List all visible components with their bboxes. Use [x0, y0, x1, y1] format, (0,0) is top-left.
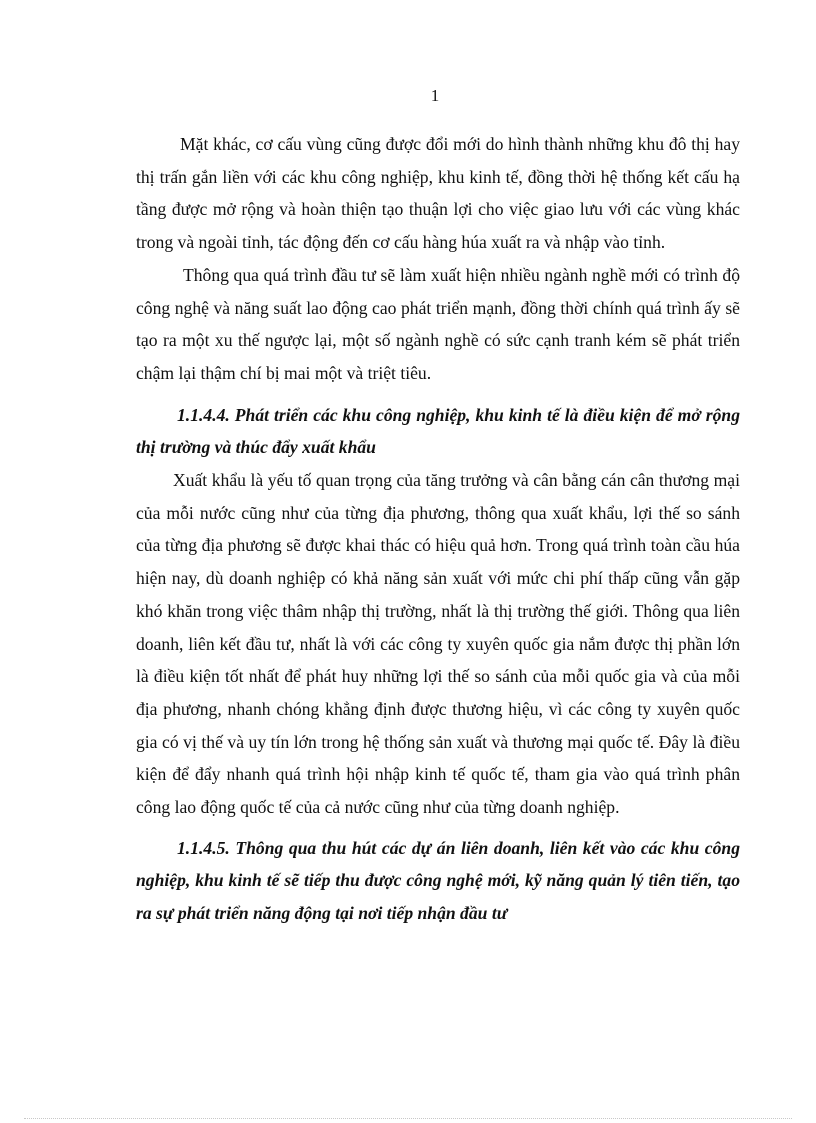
page-number: 1: [430, 86, 440, 105]
paragraph-regional-structure: Mặt khác, cơ cấu vùng cũng được đổi mới do hình thành những khu đô thị hay thị trấn gắn liền với các khu công nghiệp, khu kinh tế, đồng thời hệ thống kết cấu hạ tầng được mở rộng và hoàn thiện tạo thuận lợi cho việc giao lưu với các vùng khác trong và ngoài tỉnh, tác động đến cơ cấu hàng húa xuất ra và nhập vào tỉnh.: [136, 134, 740, 253]
page-bottom-divider: [24, 1118, 792, 1119]
section-heading-1-1-4-4: 1.1.4.4. Phát triển các khu công nghiệp, khu kinh tế là điều kiện để mở rộng thị trường và thúc đẩy xuất khẩu: [136, 404, 740, 458]
paragraph-export: Xuất khẩu là yếu tố quan trọng của tăng trưởng và cân bằng cán cân thương mại của mỗi nước cũng như của từng địa phương, thông qua xuất khẩu, lợi thế so sánh của từng địa phương sẽ được khai thác có hiệu quả hơn. Trong quá trình toàn cầu húa hiện nay, dù doanh nghiệp có khả năng sản xuất với mức chi phí thấp cũng vẫn gặp khó khăn trong việc thâm nhập thị trường, nhất là thị trường thế giới. Thông qua liên doanh, liên kết đầu tư, nhất là với các công ty xuyên quốc gia nắm được thị phần lớn là điều kiện tốt nhất để phát huy những lợi thế so sánh của mỗi quốc gia và của mỗi địa phương, nhanh chóng khẳng định được thương hiệu, vì các công ty xuyên quốc gia có vị thế và uy tín lớn trong hệ thống sản xuất và thương mại quốc tế. Đây là điều kiện để đẩy nhanh quá trình hội nhập kinh tế quốc tế, tham gia vào quá trình phân công lao động quốc tế của cả nước cũng như của từng doanh nghiệp.: [136, 470, 740, 818]
document-body: [136, 128, 740, 930]
paragraph-investment-process: Thông qua quá trình đầu tư sẽ làm xuất hiện nhiều ngành nghề mới có trình độ công nghệ và năng suất lao động cao phát triển mạnh, đồng thời chính quá trình ấy sẽ tạo ra một xu thế ngược lại, một số ngành nghề có sức cạnh tranh kém sẽ phát triển chậm lại thậm chí bị mai một và triệt tiêu.: [136, 264, 740, 383]
section-heading-1-1-4-5: 1.1.4.5. Thông qua thu hút các dự án liên doanh, liên kết vào các khu công nghiệp, khu kinh tế sẽ tiếp thu được công nghệ mới, kỹ năng quản lý tiên tiến, tạo ra sự phát triển năng động tại nơi tiếp nhận đầu tư: [136, 837, 740, 924]
